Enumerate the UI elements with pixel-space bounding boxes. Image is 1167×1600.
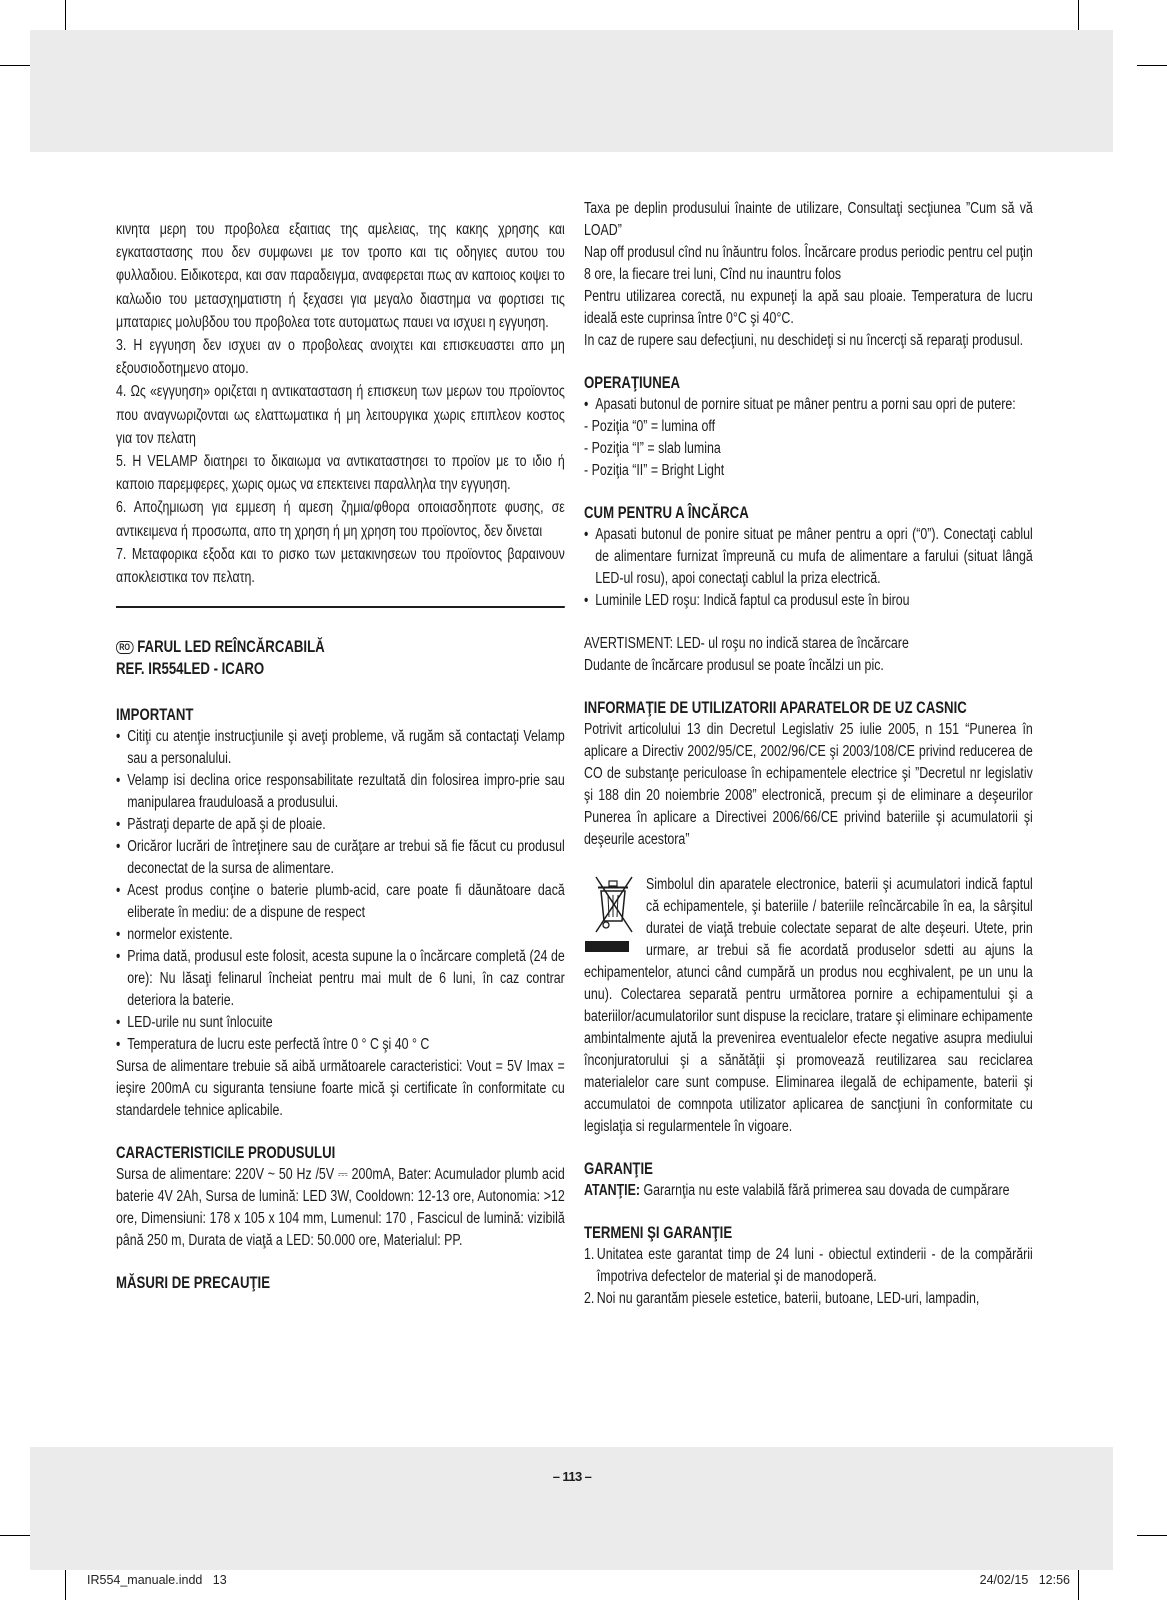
- guarantee-body: Gararnţia nu este valabilă fără primerea sau dovada de cumpărare: [643, 1182, 1010, 1199]
- list-item: [584, 1244, 1033, 1288]
- crop-mark-bottom-left-horizontal: [0, 1535, 30, 1536]
- crop-mark-bottom-left-vertical: [65, 1570, 66, 1600]
- weee-text: Simbolul din aparatele electronice, baterii şi acumulatori indică faptul că echipamentele, şi bateriile / bateriile reîncărcabile în ea, la sârşitul duratei de viaţă trebuie colectate separat de alte deşeuri. Utete, prin urmare, ar trebui să fie acordată produselor sdetti au ajuns la echipamentelor, atunci când cumpără un produs nou ecghivalent, pe un unu la unu). Colectarea separată pentru următorea pornire a echipamentului şi a bateriilor/acumulatorilor sunt dispuse la reciclare, tratare şi eliminare echipamente ambintalmente ajută la prevenirea eventualelor efecte negative asupra mediului înconjuratorului şi a sănătăţii şi promovează reutilizarea sau reciclarea materialelor care sunt compuse. Eliminarea ilegală de echipamente, baterii şi accumulatoi de comnpota utilizator aplicarea de sancţiuni în conformitate cu legislaţia si regularmentele în vigoare.: [584, 876, 1033, 1135]
- crop-mark-top-left-vertical: [65, 0, 66, 30]
- item-number: 1.: [584, 1246, 595, 1263]
- list-item: - Poziţia “0” = lumina off: [584, 418, 716, 435]
- weee-symbol: [584, 874, 646, 962]
- important-heading: IMPORTANT: [116, 706, 194, 725]
- precaution-paragraph: Pentru utilizarea corectă, nu expuneţi la apă sau ploaie. Temperatura de lucru ideală este cuprinsa între 0°C şi 40°C.: [584, 288, 1033, 327]
- crossed-out-wheelie-bin-icon: [584, 874, 646, 962]
- item-text: Unitatea este garantat timp de 24 luni - obiectul extinderii - de la compărării împotriva defectelor de material şi de manodoperă.: [596, 1246, 1033, 1285]
- list-item: - Poziţia “II” = Bright Light: [584, 462, 725, 479]
- romanian-section-title: [116, 636, 565, 680]
- characteristics-heading: CARACTERISTICILE PRODUSULUI: [116, 1144, 336, 1163]
- greek-paragraph: κινητα μερη του προβολεα εξαιτιας της αμελειας, της κακης χρησης και εγκαταστασης που δεν συμφωνει με τον τροπο και τις οδηγιες αυτου του φυλλαδιου. Ειδικοτερα, και σαν παραδειγμα, αναφερεται πως αν καποιος κοψει το καλωδιο του μετασχηματιστη ή ξεχασει για μεγαλο διαστημα να φορτισει τις μπαταριες μολυβδου του προβολεα τοτε αυτοματως παυει να ισχυει η εγγυηση.: [116, 221, 565, 331]
- charging-list: [584, 524, 1033, 612]
- precaution-paragraph: Taxa pe deplin produsului înainte de utilizare, Consultaţi secţiunea ”Cum să vă LOAD”: [584, 200, 1033, 239]
- greek-paragraph: 7. Μεταφορικα εξοδα και το ρισκο των μετακινησεων του προϊοντος βαραινουν αποκλειστικα τον πελατη.: [116, 545, 565, 587]
- left-column: [116, 218, 565, 1294]
- list-item: • Apasati butonul de pornire situat pe mâner pentru a porni sau opri de putere:: [584, 394, 1033, 416]
- user-info-heading: INFORMAŢIE DE UTILIZATORII APARATELOR DE UZ CASNIC: [584, 699, 967, 717]
- crop-mark-top-right-vertical: [1078, 0, 1079, 30]
- operation-list: [584, 394, 1033, 416]
- precautions-heading: MĂSURI DE PRECAUŢIE: [116, 1274, 271, 1293]
- list-item: • Luminile LED roşu: Indică faptul ca produsul este în birou: [584, 590, 1033, 612]
- list-item: • Temperatura de lucru este perfectă între 0 ° C şi 40 ° C: [116, 1034, 565, 1056]
- footer-timestamp: 24/02/15 12:56: [979, 1573, 1070, 1587]
- user-info-text: Potrivit articolului 13 din Decretul Legislativ 25 iulie 2005, n 151 “Punerea în aplicare a Directiv 2002/95/CE, 2002/96/CE şi 2003/108/CE privind reducerea de CO de substanţe periculoase în echipamentele electrice şi ”Decretul nr legislativ şi 188 din 20 noiembrie 2008” electronică, precum şi de eliminare a deşeurilor Punerea în aplicare a Directivei 2006/66/CE privind bateriile şi acumulatorii şi deşeurile acestora”: [584, 721, 1033, 848]
- charging-heading: CUM PENTRU A ÎNCĂRCA: [584, 504, 749, 522]
- crop-mark-top-left-horizontal: [0, 65, 30, 66]
- guarantee-heading: GARANŢIE: [584, 1160, 653, 1178]
- greek-paragraph: 4. Ως «εγγυηση» οριζεται η αντικατασταση ή επισκευη των μερων του προϊοντος που αναγνωριζονται ως ελαττωματικα ή μη λειτουργικα χωρις επιπλεον κοστος για τον πελατη: [116, 383, 565, 447]
- greek-paragraph: 6. Αποζημιωση για εμμεση ή αμεση ζημια/φθορα οποιασδηποτε φυσης, σε αντικειμενα ή προσωπα, απο τη χρηση ή μη χρηση του προϊοντος, δεν δινεται: [116, 499, 565, 540]
- language-badge-ro: RO: [116, 641, 133, 654]
- list-item: • LED-urile nu sunt înlocuite: [116, 1012, 565, 1034]
- precaution-paragraph: Nap off produsul cînd nu înăuntru folos. Încărcare produs periodic pentru cel puţin 8 ore, la fiecare trei luni, Cînd nu inauntru folos: [584, 244, 1033, 283]
- bottom-gray-band: [30, 1447, 1113, 1570]
- greek-warranty-text: [116, 218, 565, 589]
- footer-file-name: IR554_manuale.indd 13: [87, 1573, 227, 1587]
- product-title: FARUL LED REÎNCĂRCABILĂ: [137, 638, 325, 657]
- product-reference: REF. IR554LED - ICARO: [116, 660, 265, 679]
- warning-line: Dudante de încărcare produsul se poate încălzi un pic.: [584, 657, 884, 674]
- list-item: - Poziţia “I” = slab lumina: [584, 440, 721, 457]
- warning-line: AVERTISMENT: LED- ul roşu no indică starea de încărcare: [584, 635, 909, 652]
- guarantee-label: ATANŢIE:: [584, 1182, 641, 1199]
- list-item: • Apasati butonul de ponire situat pe mâner pentru a opri (“0”). Conectaţi cablul de alimentare furnizat împreună cu mufa de alimentare a farului (situat lângă LED-ul rosu), apoi conectaţi cablul la priza electrică.: [584, 524, 1033, 590]
- weee-block: [584, 874, 1033, 1138]
- item-text: Noi nu garantăm piesele estetice, baterii, butoane, LED-uri, lampadin,: [596, 1290, 980, 1307]
- terms-list: [584, 1244, 1033, 1310]
- terms-heading: TERMENI ŞI GARANŢIE: [584, 1224, 733, 1242]
- crop-mark-top-right-horizontal: [1137, 65, 1167, 66]
- top-gray-band: [30, 30, 1113, 152]
- list-item: • Velamp isi declina orice responsabilitate rezultată din folosirea impro-prie sau manipularea frauduloasă a produsului.: [116, 770, 565, 814]
- crop-mark-bottom-right-vertical: [1078, 1570, 1079, 1600]
- list-item: • Citiţi cu atenţie instrucţiunile şi aveţi probleme, vă rugăm să contactaţi Velamp sau a personalului.: [116, 726, 565, 770]
- warning-block: [584, 633, 1033, 677]
- list-item: • Oricăror lucrări de întreţinere sau de curăţare ar trebui să fie făcut cu produsul deconectat de la sursa de alimentare.: [116, 836, 565, 880]
- section-divider: [116, 606, 565, 608]
- list-item: • Păstraţi departe de apă şi de ploaie.: [116, 814, 565, 836]
- switch-positions-list: [584, 416, 1033, 482]
- operation-heading: OPERAŢIUNEA: [584, 374, 681, 392]
- greek-paragraph: 5. Η VELAMP διατηρει το δικαιωμα να αντικαταστησει το προϊον με το ιδιο ή καποιο παρεμφερες, χωρις ομως να επεκτεινει παραλληλα την εγγυηση.: [116, 453, 565, 494]
- important-list: [116, 726, 565, 1056]
- characteristics-text: Sursa de alimentare: 220V ~ 50 Hz /5V ⎓ 200mA, Bater: Acumulador plumb acid baterie 4V 2Ah, Sursa de lumină: LED 3W, Cooldown: 12-13 ore, Autonomia: >12 ore, Dimensiuni: 178 x 105 x 104 mm, Lumenul: 170 , Fascicul de lumină: vizibilă până 250 m, Durata de viaţă a LED: 50.000 ore, Materialul: PP.: [116, 1166, 565, 1250]
- greek-paragraph: 3. Η εγγυηση δεν ισχυει αν ο προβολεας ανοιχτει και επισκευαστει απο μη εξουσιοδοτημενο ατομο.: [116, 337, 565, 378]
- page-number: – 113 –: [552, 1469, 592, 1484]
- list-item: • Prima dată, produsul este folosit, acesta supune la o încărcare completă (24 de ore): Nu lăsaţi felinarul încheiat pentru mai mult de 6 luni, în caz contrar deteriora la baterie.: [116, 946, 565, 1012]
- list-item: • Acest produs conţine o baterie plumb-acid, care poate fi dăunătoare dacă eliberate în mediu: de a dispune de respect: [116, 880, 565, 924]
- guarantee-text: [584, 1180, 1033, 1202]
- list-item: [584, 1288, 1033, 1310]
- item-number: 2.: [584, 1290, 595, 1307]
- precaution-paragraph: In caz de rupere sau defecţiuni, nu deschideţi si nu încercţi să reparaţi produsul.: [584, 332, 1024, 349]
- list-item: • normelor existente.: [116, 924, 565, 946]
- right-column: [584, 198, 1033, 1310]
- crop-mark-bottom-right-horizontal: [1137, 1535, 1167, 1536]
- power-supply-note: Sursa de alimentare trebuie să aibă următoarele caracteristici: Vout = 5V Imax = ieşire 200mA cu siguranta tensiune foarte mică şi certificate în conformitate cu standardele tehnice aplicabile.: [116, 1058, 565, 1120]
